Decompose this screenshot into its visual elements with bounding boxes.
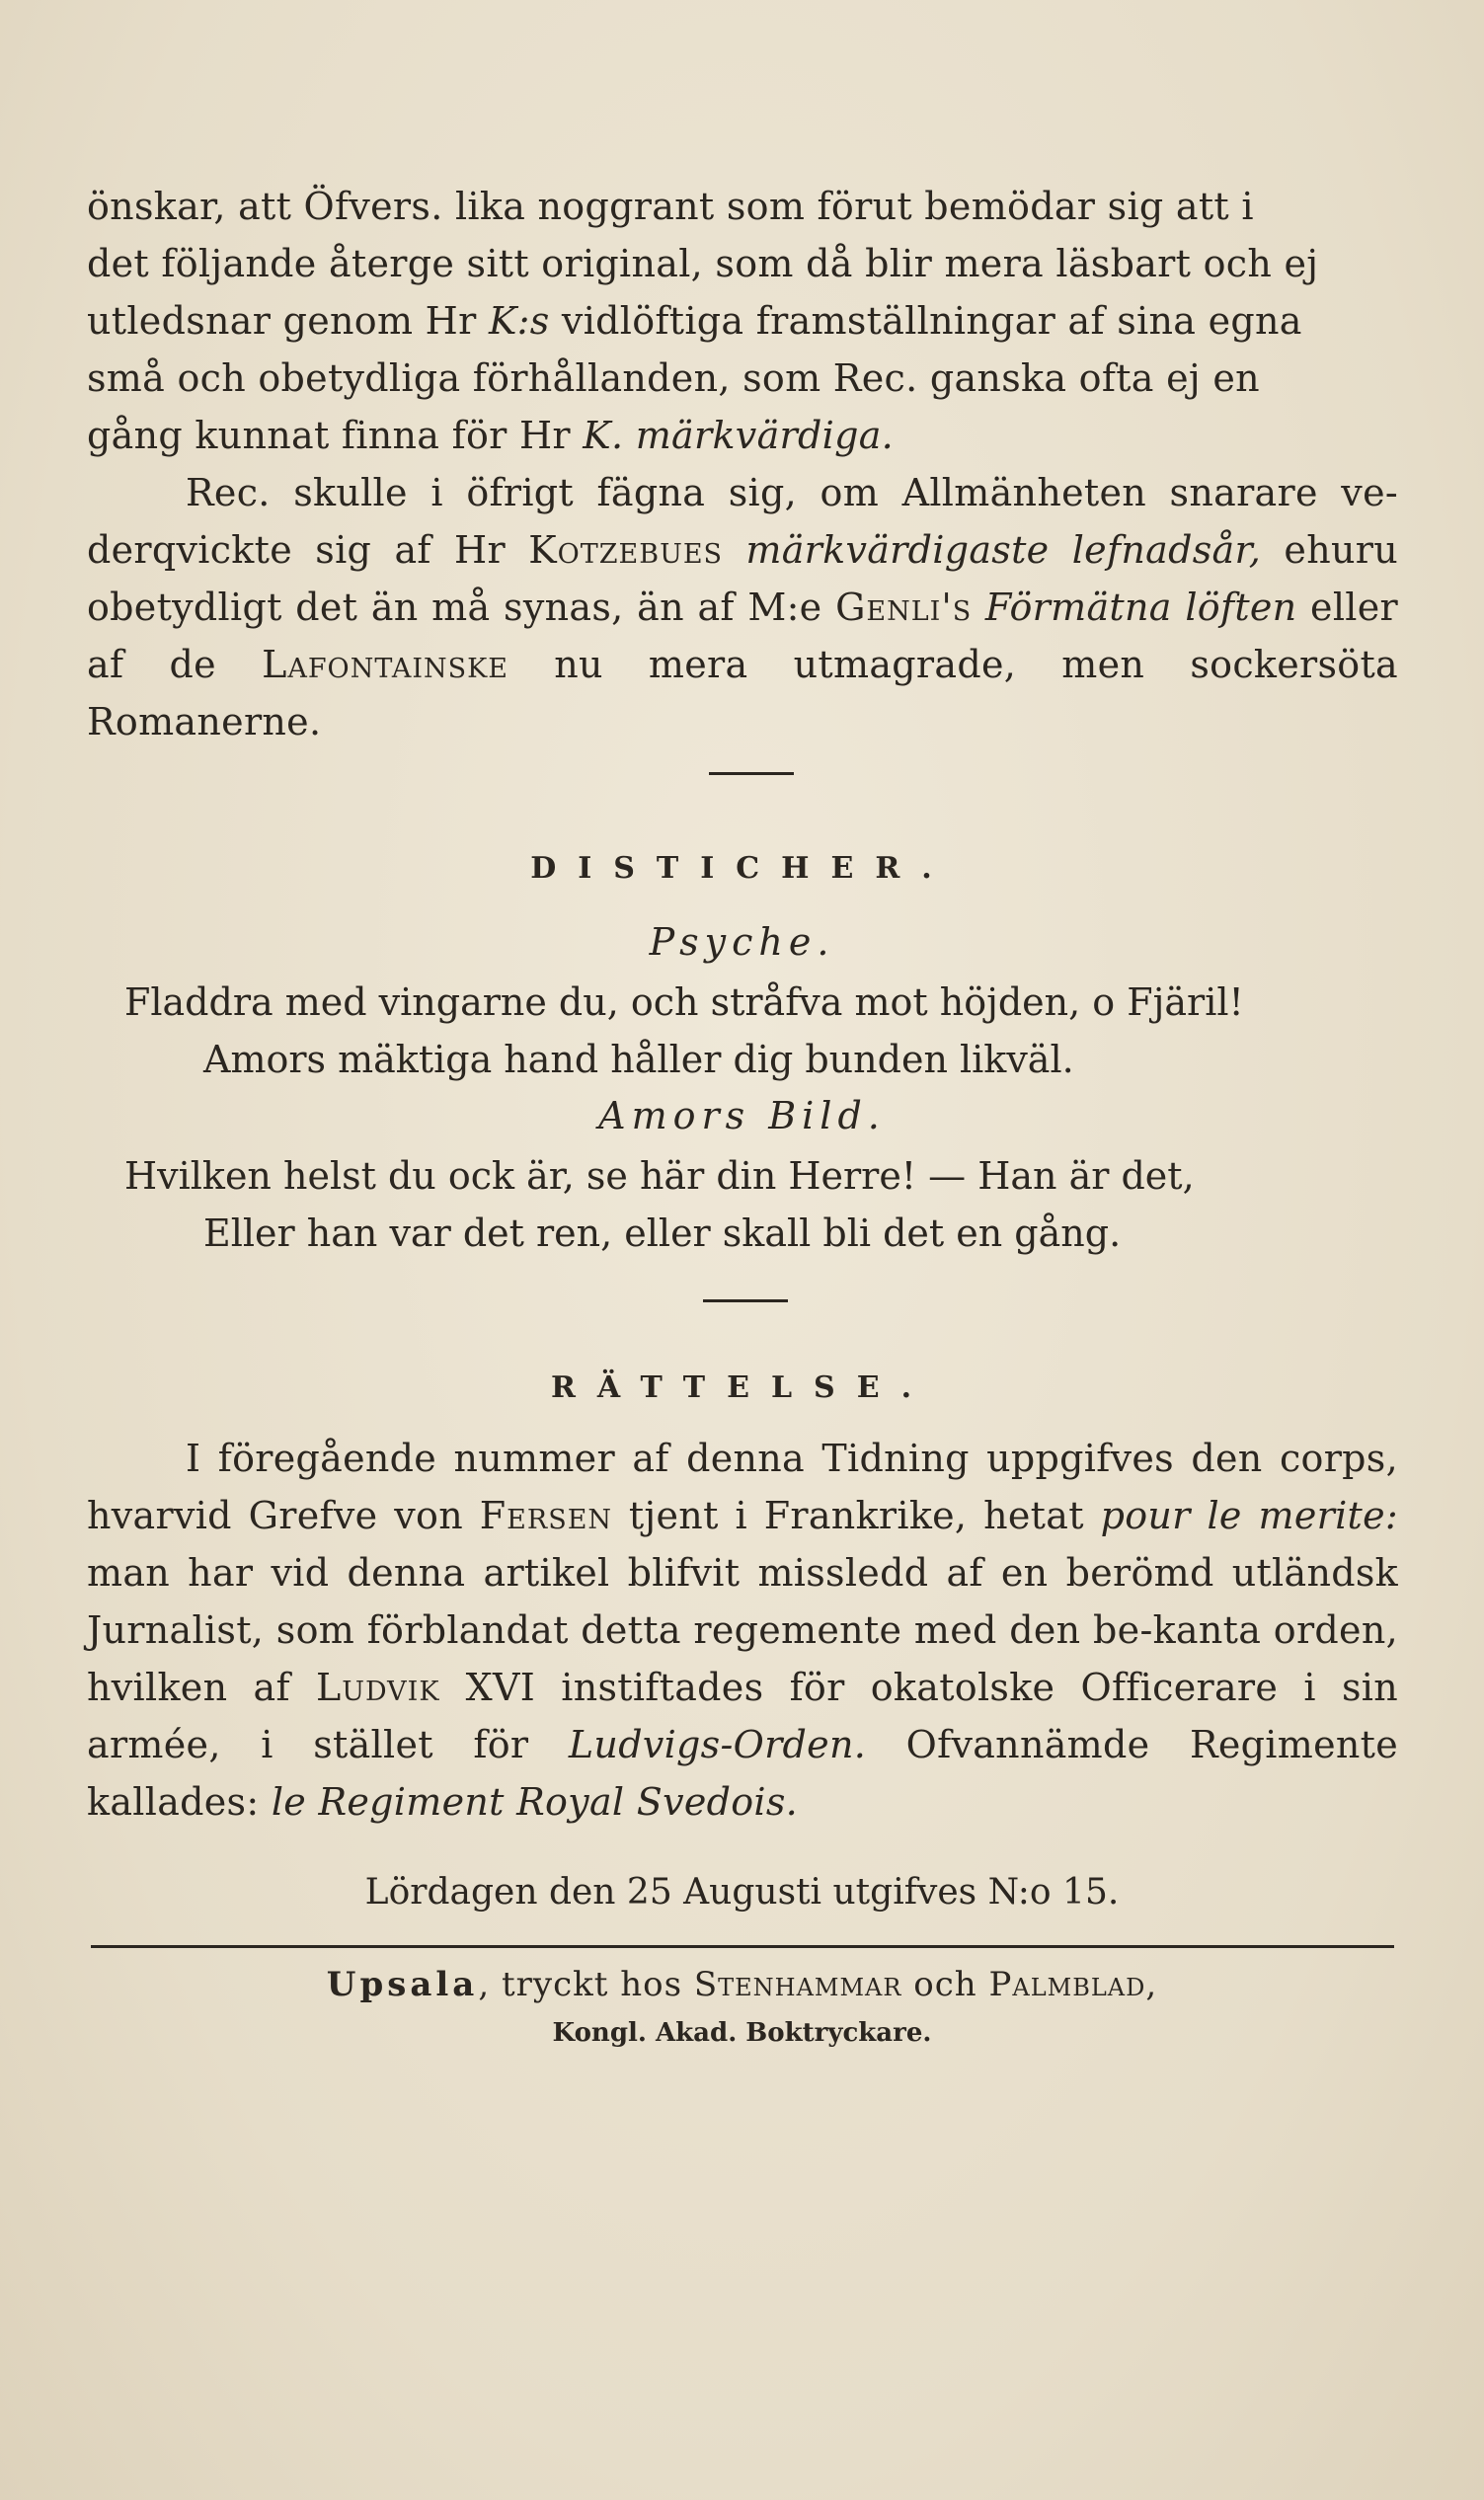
section-divider (709, 772, 794, 775)
verse-line: Fladdra med vingarne du, och stråfva mot höjden, o Fjäril! (124, 980, 1244, 1024)
paragraph-review-continued (87, 178, 1398, 464)
imprint-rule (91, 1945, 1394, 1948)
imprint-printer-title: Kongl. Akad. Boktryckare. (552, 2018, 932, 2048)
verse-line: Hvilken helst du ock är, se här din Herre! — Han är det, (124, 1154, 1195, 1198)
poem-title: Amors Bild. (598, 1094, 886, 1137)
section-heading-correction: RÄTTELSE. (550, 1370, 934, 1405)
paragraph-correction: I föregående nummer af denna Tidning uppgifves den corps, hvarvid Grefve von Fersen tjent i Frankrike, hetat pour le merite: man har vid denna artikel blifvit missledd af en berömd utländsk Jurnalist, som förblandat detta regemente med den be-kanta orden, hvilken af Ludvik XVI instiftades för okatolske Officerare i sin armée, i stället för Ludvigs-Orden. Ofvannämde Regimente kallades: le Regiment Royal Svedois. (87, 1437, 1398, 1824)
section-heading-distichs: DISTICHER. (530, 851, 954, 886)
text-line: gång kunnat finna för Hr K. märkvärdiga. (87, 414, 895, 457)
poem-amors-bild (87, 1147, 1398, 1262)
text-line: det följande återge sitt original, som då blir mera läsbart och ej (87, 242, 1319, 285)
poem-psyche (87, 974, 1398, 1088)
poem-title: Psyche. (649, 920, 835, 964)
text-line: önskar, att Öfvers. lika noggrant som förut bemödar sig att i (87, 185, 1254, 228)
paragraph-review-closing: Rec. skulle i öfrigt fägna sig, om Allmänheten snarare ve-derqvickte sig af Hr Kotzebues märkvärdigaste lefnadsår, ehuru obetydligt det än må synas, än af M:e Genli's Förmätna löften eller af de Lafontainske nu mera utmagrade, men sockersöta Romanerne. (87, 471, 1398, 743)
section-divider (703, 1299, 788, 1302)
text-line: små och obetydliga förhållanden, som Rec. ganska ofta ej en (87, 356, 1260, 400)
text-line: utledsnar genom Hr K:s vidlöftiga framställningar af sina egna (87, 299, 1302, 343)
verse-line: Eller han var det ren, eller skall bli det en gång. (203, 1211, 1122, 1255)
imprint-line: Upsala, tryckt hos Stenhammar och Palmblad, (326, 1965, 1158, 2004)
next-issue-notice: Lördagen den 25 Augusti utgifves N:o 15. (364, 1872, 1120, 1913)
verse-line: Amors mäktiga hand håller dig bunden likväl. (203, 1038, 1074, 1081)
